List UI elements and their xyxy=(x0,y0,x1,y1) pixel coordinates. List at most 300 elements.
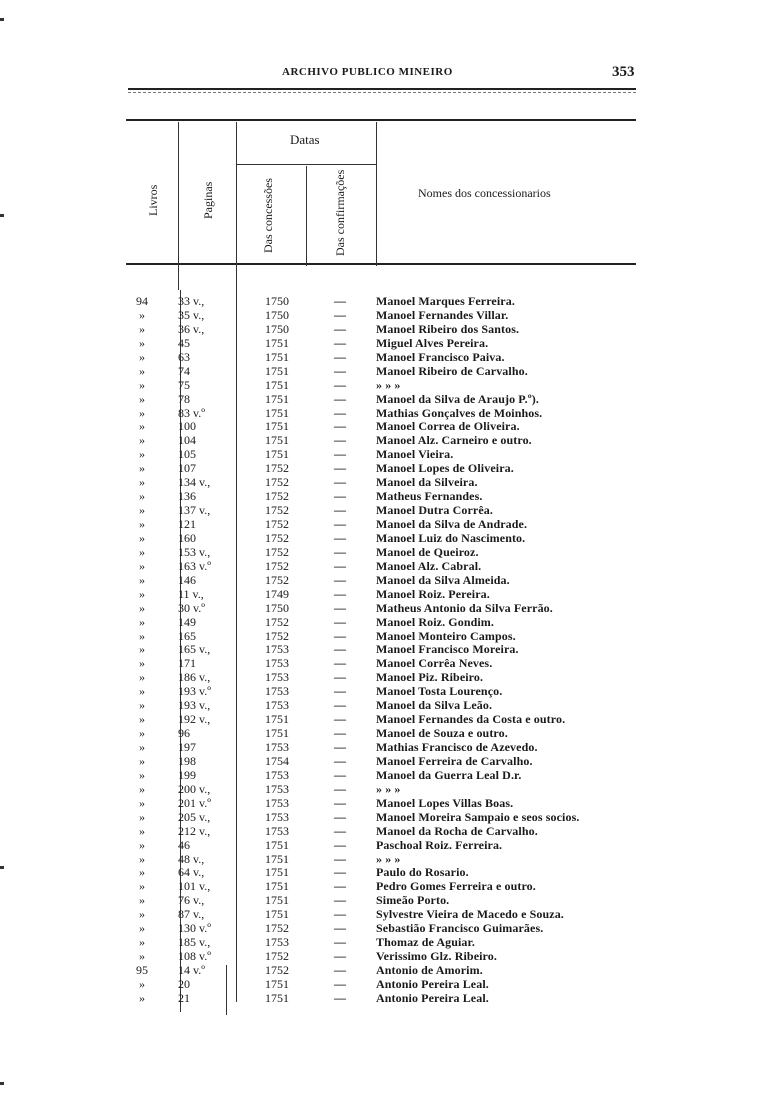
pagina-cell: 101 v., xyxy=(178,879,211,894)
table-row xyxy=(126,838,646,852)
pagina-cell: 63 xyxy=(178,349,190,364)
confirmacao-cell: — xyxy=(334,767,346,782)
table-row xyxy=(126,754,646,768)
pagina-cell: 64 v., xyxy=(178,865,205,880)
livro-cell: » xyxy=(139,935,145,950)
concessao-cell: 1753 xyxy=(265,809,289,824)
livro-cell: » xyxy=(139,726,145,741)
livro-cell: » xyxy=(139,572,145,587)
header-confirmacoes: Das confirmações xyxy=(333,169,347,257)
concessao-cell: 1752 xyxy=(265,517,289,531)
table-row xyxy=(126,378,646,392)
confirmacao-cell: — xyxy=(334,405,346,420)
pagina-cell: 36 v., xyxy=(178,321,205,336)
pagina-cell: 160 xyxy=(178,530,196,545)
nome-cell: Manoel Tosta Lourenço. xyxy=(376,684,503,699)
confirmacao-cell: — xyxy=(334,656,346,671)
confirmacao-cell: — xyxy=(334,963,346,977)
nome-cell: Matheus Fernandes. xyxy=(376,489,483,504)
concessao-cell: 1751 xyxy=(265,335,289,350)
pagina-cell: 130 v.º xyxy=(178,921,211,936)
livro-cell: » xyxy=(139,990,145,1005)
confirmacao-cell: — xyxy=(334,781,346,796)
nome-cell: Manoel Vieira. xyxy=(376,447,454,462)
table-row xyxy=(126,336,646,350)
concessao-cell: 1752 xyxy=(265,461,289,476)
livro-cell: » xyxy=(139,475,145,490)
livro-cell: » xyxy=(139,767,145,782)
confirmacao-cell: — xyxy=(334,837,346,852)
concessao-cell: 1753 xyxy=(265,795,289,810)
livro-cell: » xyxy=(139,433,145,448)
nome-cell: Miguel Alves Pereira. xyxy=(376,335,489,350)
livro-cell: » xyxy=(139,656,145,671)
livro-cell: » xyxy=(139,447,145,462)
livro-cell: » xyxy=(139,809,145,824)
concessao-cell: 1752 xyxy=(265,949,289,964)
concessao-cell: 1753 xyxy=(265,935,289,950)
nome-cell: » » » xyxy=(376,781,401,796)
concessao-cell: 1751 xyxy=(265,391,289,406)
margin-mark xyxy=(0,866,4,869)
concessao-cell: 1753 xyxy=(265,670,289,685)
table-row xyxy=(126,517,646,531)
table-row xyxy=(126,322,646,336)
concessao-cell: 1751 xyxy=(265,865,289,880)
livro-cell: » xyxy=(139,558,145,573)
pagina-cell: 48 v., xyxy=(178,851,205,866)
concessao-cell: 1752 xyxy=(265,628,289,643)
livro-cell: » xyxy=(139,753,145,768)
confirmacao-cell: — xyxy=(334,349,346,364)
livro-cell: » xyxy=(139,461,145,476)
nome-cell: Manoel Alz. Carneiro e outro. xyxy=(376,433,532,448)
livro-cell: » xyxy=(139,837,145,852)
table-row xyxy=(126,447,646,461)
concessao-cell: 1753 xyxy=(265,642,289,657)
nome-cell: Manoel Ribeiro dos Santos. xyxy=(376,321,520,336)
pagina-cell: 134 v., xyxy=(178,475,211,490)
pagina-cell: 121 xyxy=(178,517,196,531)
livro-cell: 94 xyxy=(136,294,148,308)
nome-cell: Sylvestre Vieira de Macedo e Souza. xyxy=(376,907,564,922)
table-row xyxy=(126,852,646,866)
pagina-cell: 104 xyxy=(178,433,196,448)
livro-cell: » xyxy=(139,795,145,810)
nome-cell: Manoel Roiz. Gondim. xyxy=(376,614,494,629)
pagina-cell: 21 xyxy=(178,990,190,1005)
confirmacao-cell: — xyxy=(334,489,346,504)
concessao-cell: 1751 xyxy=(265,879,289,894)
confirmacao-cell: — xyxy=(334,865,346,880)
confirmacao-cell: — xyxy=(334,461,346,476)
pagina-cell: 20 xyxy=(178,976,190,991)
table-row xyxy=(126,796,646,810)
livro-cell: » xyxy=(139,419,145,434)
nome-cell: Manoel Luiz do Nascimento. xyxy=(376,530,526,545)
livro-cell: » xyxy=(139,698,145,713)
nome-cell: Paschoal Roiz. Ferreira. xyxy=(376,837,503,852)
nome-cell: Manoel Dutra Corrêa. xyxy=(376,503,493,518)
pagina-cell: 212 v., xyxy=(178,823,211,838)
nome-cell: Manoel de Souza e outro. xyxy=(376,726,508,741)
concessao-cell: 1752 xyxy=(265,572,289,587)
confirmacao-cell: — xyxy=(334,893,346,908)
confirmacao-cell: — xyxy=(334,795,346,810)
confirmacao-cell: — xyxy=(334,809,346,824)
concessao-cell: 1753 xyxy=(265,767,289,782)
table-row xyxy=(126,294,646,308)
livro-cell: 95 xyxy=(136,963,148,977)
confirmacao-cell: — xyxy=(334,670,346,685)
nome-cell: Manoel Monteiro Campos. xyxy=(376,628,516,643)
table-row xyxy=(126,419,646,433)
livro-cell: » xyxy=(139,321,145,336)
nome-cell: » » » xyxy=(376,851,401,866)
confirmacao-cell: — xyxy=(334,879,346,894)
nome-cell: Paulo do Rosario. xyxy=(376,865,469,880)
concessao-cell: 1752 xyxy=(265,503,289,518)
concessao-cell: 1752 xyxy=(265,530,289,545)
table-row xyxy=(126,935,646,949)
nome-cell: Manoel de Queiroz. xyxy=(376,544,479,559)
pagina-cell: 76 v., xyxy=(178,893,205,908)
confirmacao-cell: — xyxy=(334,753,346,768)
confirmacao-cell: — xyxy=(334,628,346,643)
nome-cell: Manoel Piz. Ribeiro. xyxy=(376,670,484,685)
pagina-cell: 165 xyxy=(178,628,196,643)
nome-cell: Thomaz de Aguiar. xyxy=(376,935,475,950)
livro-cell: » xyxy=(139,307,145,322)
table-row xyxy=(126,601,646,615)
pagina-cell: 87 v., xyxy=(178,907,205,922)
confirmacao-cell: — xyxy=(334,642,346,657)
confirmacao-cell: — xyxy=(334,949,346,964)
concessao-cell: 1752 xyxy=(265,963,289,977)
pagina-cell: 193 v.º xyxy=(178,684,211,699)
pagina-cell: 165 v., xyxy=(178,642,211,657)
nome-cell: Manoel Ferreira de Carvalho. xyxy=(376,753,533,768)
concessao-cell: 1753 xyxy=(265,781,289,796)
pagina-cell: 146 xyxy=(178,572,196,587)
table-row xyxy=(126,559,646,573)
confirmacao-cell: — xyxy=(334,391,346,406)
pagina-cell: 149 xyxy=(178,614,196,629)
confirmacao-cell: — xyxy=(334,447,346,462)
nome-cell: Manoel Fernandes da Costa e outro. xyxy=(376,712,566,727)
nome-cell: Manoel Moreira Sampaio e seos socios. xyxy=(376,809,580,824)
concessao-cell: 1754 xyxy=(265,753,289,768)
nome-cell: Manoel Francisco Paiva. xyxy=(376,349,505,364)
table-row xyxy=(126,824,646,838)
table-row xyxy=(126,907,646,921)
table-row xyxy=(126,587,646,601)
table-row xyxy=(126,392,646,406)
confirmacao-cell: — xyxy=(334,558,346,573)
confirmacao-cell: — xyxy=(334,572,346,587)
table-row xyxy=(126,782,646,796)
livro-cell: » xyxy=(139,642,145,657)
pagina-cell: 197 xyxy=(178,740,196,754)
nome-cell: Sebastião Francisco Guimarães. xyxy=(376,921,544,936)
livro-cell: » xyxy=(139,600,145,615)
concessao-cell: 1751 xyxy=(265,893,289,908)
pagina-cell: 205 v., xyxy=(178,809,211,824)
pagina-cell: 75 xyxy=(178,377,190,392)
concessao-cell: 1751 xyxy=(265,405,289,420)
concessao-cell: 1752 xyxy=(265,558,289,573)
concessao-cell: 1751 xyxy=(265,419,289,434)
concessao-cell: 1751 xyxy=(265,907,289,922)
page-number: 353 xyxy=(612,64,635,80)
pagina-cell: 30 v.º xyxy=(178,600,205,615)
livro-cell: » xyxy=(139,377,145,392)
concessao-cell: 1751 xyxy=(265,990,289,1005)
livro-cell: » xyxy=(139,503,145,518)
table-row xyxy=(126,810,646,824)
pagina-cell: 105 xyxy=(178,447,196,462)
livro-cell: » xyxy=(139,740,145,754)
nome-cell: Manoel da Guerra Leal D.r. xyxy=(376,767,522,782)
livro-cell: » xyxy=(139,405,145,420)
margin-mark xyxy=(0,214,4,217)
pagina-cell: 192 v., xyxy=(178,712,211,727)
table-row xyxy=(126,350,646,364)
pagina-cell: 200 v., xyxy=(178,781,211,796)
table-row xyxy=(126,949,646,963)
table-row xyxy=(126,768,646,782)
table-row xyxy=(126,629,646,643)
nome-cell: Manoel Corrêa Neves. xyxy=(376,656,493,671)
nome-cell: Mathias Gonçalves de Moinhos. xyxy=(376,405,543,420)
confirmacao-cell: — xyxy=(334,684,346,699)
margin-mark xyxy=(0,18,4,21)
pagina-cell: 11 v., xyxy=(178,586,204,601)
header-paginas: Paginas xyxy=(201,181,215,219)
header-livros: Livros xyxy=(146,184,160,216)
confirmacao-cell: — xyxy=(334,586,346,601)
table-row xyxy=(126,573,646,587)
nome-cell: Antonio Pereira Leal. xyxy=(376,990,489,1005)
table-row xyxy=(126,364,646,378)
pagina-cell: 45 xyxy=(178,335,190,350)
table-body xyxy=(126,294,646,1005)
concessao-cell: 1751 xyxy=(265,349,289,364)
pagina-cell: 137 v., xyxy=(178,503,211,518)
nome-cell: Manoel Lopes Villas Boas. xyxy=(376,795,514,810)
nome-cell: Manoel da Silva de Andrade. xyxy=(376,517,528,531)
confirmacao-cell: — xyxy=(334,530,346,545)
nome-cell: Manoel Alz. Cabral. xyxy=(376,558,482,573)
confirmacao-cell: — xyxy=(334,503,346,518)
nome-cell: Antonio Pereira Leal. xyxy=(376,976,489,991)
confirmacao-cell: — xyxy=(334,517,346,531)
nome-cell: » » » xyxy=(376,377,401,392)
table-row xyxy=(126,740,646,754)
concessao-cell: 1751 xyxy=(265,837,289,852)
pagina-cell: 163 v.º xyxy=(178,558,211,573)
confirmacao-cell: — xyxy=(334,990,346,1005)
pagina-cell: 108 v.º xyxy=(178,949,211,964)
nome-cell: Manoel da Silva Almeida. xyxy=(376,572,510,587)
header-concessoes: Das concessões xyxy=(261,178,275,254)
confirmacao-cell: — xyxy=(334,307,346,322)
nome-cell: Mathias Francisco de Azevedo. xyxy=(376,740,538,754)
table-row xyxy=(126,489,646,503)
table-row xyxy=(126,726,646,740)
nome-cell: Manoel da Silva Leão. xyxy=(376,698,493,713)
table-row xyxy=(126,991,646,1005)
column-divider xyxy=(178,122,179,290)
pagina-cell: 201 v.º xyxy=(178,795,211,810)
header-rule-dashed xyxy=(128,92,636,93)
livro-cell: » xyxy=(139,879,145,894)
table-row xyxy=(126,879,646,893)
confirmacao-cell: — xyxy=(334,600,346,615)
table-header-bottom-rule xyxy=(126,263,636,265)
concessao-cell: 1753 xyxy=(265,684,289,699)
livro-cell: » xyxy=(139,865,145,880)
table-row xyxy=(126,670,646,684)
pagina-cell: 185 v., xyxy=(178,935,211,950)
confirmacao-cell: — xyxy=(334,475,346,490)
confirmacao-cell: — xyxy=(334,935,346,950)
livro-cell: » xyxy=(139,517,145,531)
pagina-cell: 46 xyxy=(178,837,190,852)
concessao-cell: 1749 xyxy=(265,586,289,601)
table-row xyxy=(126,615,646,629)
confirmacao-cell: — xyxy=(334,740,346,754)
concessao-cell: 1751 xyxy=(265,447,289,462)
table-row xyxy=(126,698,646,712)
header-datas: Datas xyxy=(290,132,320,147)
running-title: ARCHIVO PUBLICO MINEIRO xyxy=(282,66,453,78)
confirmacao-cell: — xyxy=(334,823,346,838)
livro-cell: » xyxy=(139,684,145,699)
table-row xyxy=(126,656,646,670)
table-row xyxy=(126,308,646,322)
livro-cell: » xyxy=(139,628,145,643)
pagina-cell: 83 v.º xyxy=(178,405,205,420)
header-rule xyxy=(128,88,636,90)
table-row xyxy=(126,684,646,698)
nome-cell: Manoel Correa de Oliveira. xyxy=(376,419,520,434)
nome-cell: Manoel da Rocha de Carvalho. xyxy=(376,823,538,838)
livro-cell: » xyxy=(139,921,145,936)
column-divider xyxy=(376,122,377,266)
table-row xyxy=(126,433,646,447)
nome-cell: Manoel Marques Ferreira. xyxy=(376,294,515,308)
nome-cell: Manoel Francisco Moreira. xyxy=(376,642,519,657)
pagina-cell: 107 xyxy=(178,461,196,476)
table-row xyxy=(126,963,646,977)
pagina-cell: 153 v., xyxy=(178,544,211,559)
livro-cell: » xyxy=(139,349,145,364)
table-top-rule xyxy=(126,119,636,121)
concessao-cell: 1751 xyxy=(265,976,289,991)
confirmacao-cell: — xyxy=(334,976,346,991)
pagina-cell: 199 xyxy=(178,767,196,782)
concessao-cell: 1751 xyxy=(265,726,289,741)
table-row xyxy=(126,503,646,517)
concessao-cell: 1753 xyxy=(265,740,289,754)
nome-cell: Verissimo Glz. Ribeiro. xyxy=(376,949,497,964)
livro-cell: » xyxy=(139,335,145,350)
table-row xyxy=(126,893,646,907)
concessao-cell: 1752 xyxy=(265,475,289,490)
livro-cell: » xyxy=(139,489,145,504)
margin-mark xyxy=(0,1082,4,1085)
livro-cell: » xyxy=(139,823,145,838)
table-row xyxy=(126,531,646,545)
livro-cell: » xyxy=(139,391,145,406)
nome-cell: Manoel Fernandes Villar. xyxy=(376,307,509,322)
confirmacao-cell: — xyxy=(334,921,346,936)
table-row xyxy=(126,461,646,475)
table-row xyxy=(126,642,646,656)
concessao-cell: 1753 xyxy=(265,698,289,713)
confirmacao-cell: — xyxy=(334,419,346,434)
table-row xyxy=(126,712,646,726)
livro-cell: » xyxy=(139,670,145,685)
livro-cell: » xyxy=(139,976,145,991)
header-nomes: Nomes dos concessionarios xyxy=(418,186,551,200)
table-row xyxy=(126,865,646,879)
livro-cell: » xyxy=(139,712,145,727)
concessao-cell: 1753 xyxy=(265,823,289,838)
livro-cell: » xyxy=(139,907,145,922)
confirmacao-cell: — xyxy=(334,363,346,378)
nome-cell: Manoel Ribeiro de Carvalho. xyxy=(376,363,528,378)
confirmacao-cell: — xyxy=(334,544,346,559)
nome-cell: Matheus Antonio da Silva Ferrão. xyxy=(376,600,553,615)
confirmacao-cell: — xyxy=(334,321,346,336)
livro-cell: » xyxy=(139,544,145,559)
pagina-cell: 198 xyxy=(178,753,196,768)
table-row xyxy=(126,545,646,559)
confirmacao-cell: — xyxy=(334,614,346,629)
confirmacao-cell: — xyxy=(334,712,346,727)
confirmacao-cell: — xyxy=(334,907,346,922)
table-row xyxy=(126,921,646,935)
confirmacao-cell: — xyxy=(334,335,346,350)
pagina-cell: 78 xyxy=(178,391,190,406)
concessao-cell: 1750 xyxy=(265,321,289,336)
pagina-cell: 14 v.º xyxy=(178,963,205,977)
concessao-cell: 1752 xyxy=(265,489,289,504)
pagina-cell: 136 xyxy=(178,489,196,504)
confirmacao-cell: — xyxy=(334,698,346,713)
pagina-cell: 96 xyxy=(178,726,190,741)
pagina-cell: 74 xyxy=(178,363,190,378)
table-row xyxy=(126,977,646,991)
concessao-cell: 1753 xyxy=(265,656,289,671)
concessao-cell: 1751 xyxy=(265,851,289,866)
pagina-cell: 33 v., xyxy=(178,294,205,308)
concessao-cell: 1752 xyxy=(265,921,289,936)
pagina-cell: 186 v., xyxy=(178,670,211,685)
nome-cell: Simeão Porto. xyxy=(376,893,450,908)
livro-cell: » xyxy=(139,363,145,378)
livro-cell: » xyxy=(139,586,145,601)
livro-cell: » xyxy=(139,949,145,964)
confirmacao-cell: — xyxy=(334,851,346,866)
nome-cell: Pedro Gomes Ferreira e outro. xyxy=(376,879,536,894)
confirmacao-cell: — xyxy=(334,377,346,392)
livro-cell: » xyxy=(139,781,145,796)
nome-cell: Manoel da Silveira. xyxy=(376,475,478,490)
concessao-cell: 1751 xyxy=(265,712,289,727)
